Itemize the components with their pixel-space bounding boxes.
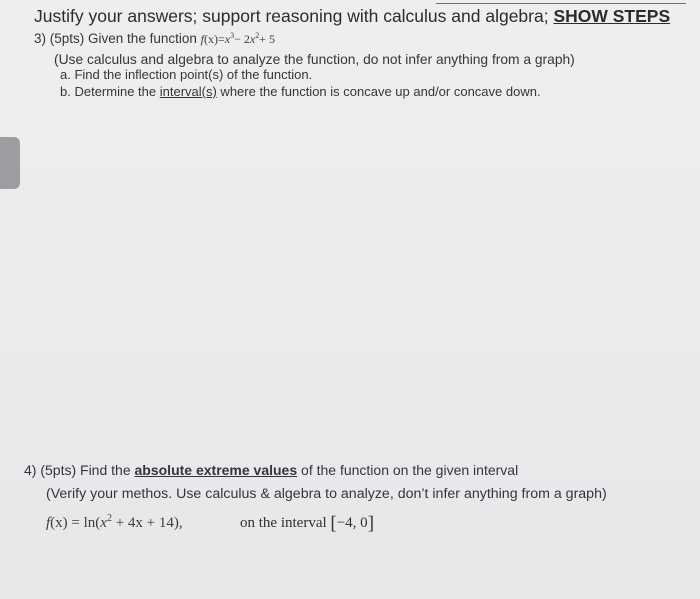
q3-part-b-pre: Determine the xyxy=(74,84,160,99)
q4-function xyxy=(46,513,183,532)
top-divider xyxy=(436,3,686,4)
question-3-title xyxy=(34,31,275,47)
q3-function: $f(x)=x^3- 2x^2+ 5$ xyxy=(200,31,275,46)
q4-interval-value: −4, 0 xyxy=(336,515,368,531)
q4-post: of the function on the given interval xyxy=(297,462,519,478)
q3-part-a-text: Find the inflection point(s) of the function. xyxy=(74,67,313,82)
q4-interval-close-bracket: ] xyxy=(367,513,375,534)
q4-function-expression: $f(x) = \ln(x^2 + 4x + 14)$, xyxy=(46,513,183,531)
q4-emphasis: absolute extreme values xyxy=(134,462,298,478)
question-4-title xyxy=(24,462,518,478)
q3-part-a xyxy=(60,67,312,82)
q3-part-a-label: a. xyxy=(60,67,71,82)
instructions-header xyxy=(34,6,670,27)
page-edge-tab xyxy=(0,137,20,189)
header-text: Justify your answers; support reasoning with calculus and algebra; xyxy=(34,6,554,26)
q3-part-b-post: where the function is concave up and/or concave down. xyxy=(216,84,541,99)
q4-number: 4) xyxy=(24,462,37,478)
header-emphasis: SHOW STEPS xyxy=(553,6,671,26)
q4-interval xyxy=(240,513,374,535)
q3-part-b xyxy=(60,84,541,99)
q4-interval-label: on the interval xyxy=(240,515,327,531)
q3-part-b-label: b. xyxy=(60,84,71,99)
q4-pre: (5pts) Find the xyxy=(40,462,135,478)
q4-instruction: (Verify your methos. Use calculus & algebra to analyze, don’t infer anything from a graph) xyxy=(46,486,607,502)
q3-instruction: (Use calculus and algebra to analyze the function, do not infer anything from a graph) xyxy=(54,52,575,67)
q4-interval-open-bracket: [ xyxy=(330,513,337,534)
q3-prefix: (5pts) Given the function xyxy=(49,31,197,46)
q3-part-b-underlined: interval(s) xyxy=(159,84,217,99)
q3-number: 3) xyxy=(34,31,47,46)
